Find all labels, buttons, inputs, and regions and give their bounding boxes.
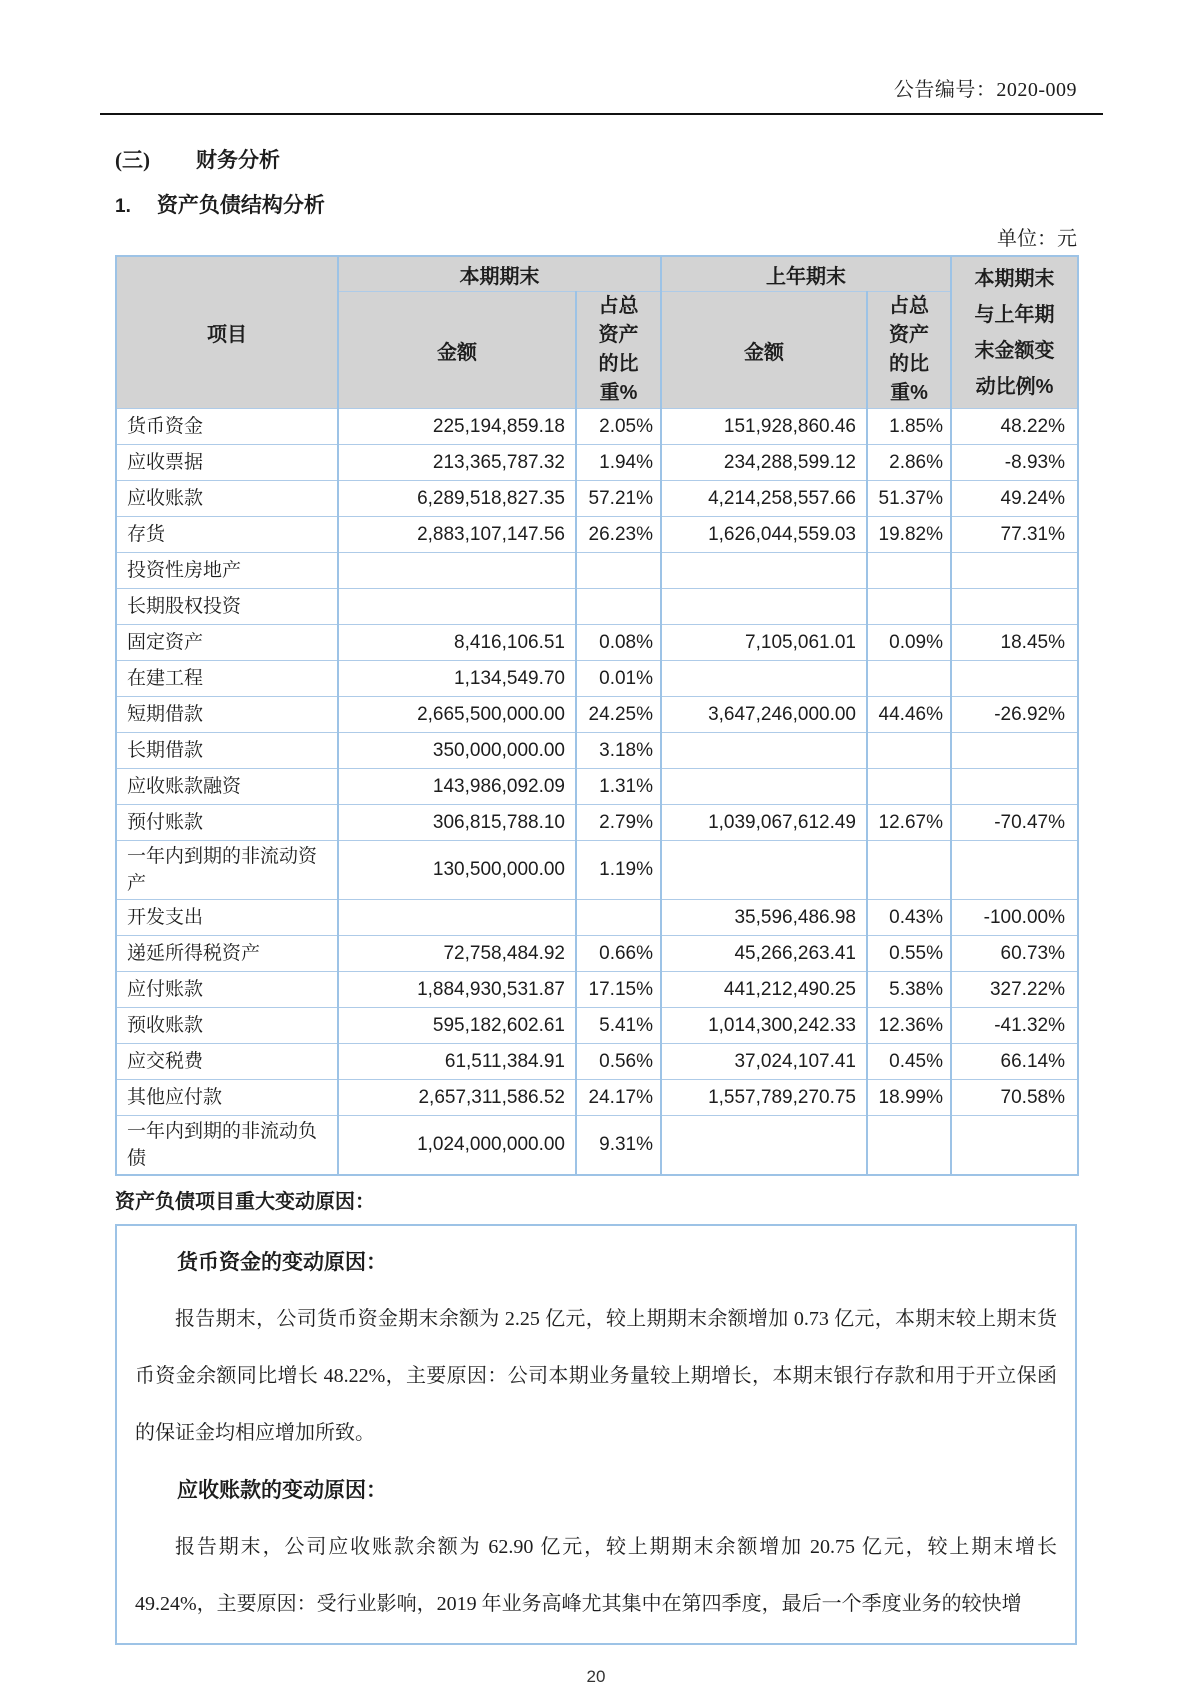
analysis-paragraph-cash: 报告期末，公司货币资金期末余额为 2.25 亿元，较上期期末余额增加 0.73 亿元，本期末较上期末货币资金余额同比增长 48.22%，主要原因：公司本期业务量较上期增长，本期末银行存款和用于开立保函的保证金均相应增加所致。 [135,1308,1057,1444]
cell-change-ratio: -100.00% [951,900,1078,936]
header-current-amount: 金额 [338,292,576,409]
cell-prior-amount [661,733,867,769]
cell-current-ratio: 57.21% [576,481,661,517]
cell-prior-ratio [867,589,951,625]
table-row [116,769,1078,805]
header-current-ratio [576,292,661,409]
cell-prior-ratio: 51.37% [867,481,951,517]
table-row [116,445,1078,481]
cell-prior-amount: 151,928,860.46 [661,409,867,445]
cell-prior-amount: 3,647,246,000.00 [661,697,867,733]
cell-change-ratio: 66.14% [951,1044,1078,1080]
cell-change-ratio: -26.92% [951,697,1078,733]
cell-current-ratio: 0.66% [576,936,661,972]
cell-prior-amount: 1,626,044,559.03 [661,517,867,553]
cell-change-ratio: 49.24% [951,481,1078,517]
section-part-label: (三) [115,148,150,172]
subsection-heading [115,192,1077,220]
table-row [116,972,1078,1008]
table-body [116,409,1078,1176]
cell-change-ratio [951,841,1078,900]
cell-current-amount [338,900,576,936]
cell-current-ratio [576,589,661,625]
table-row [116,661,1078,697]
cell-prior-amount [661,769,867,805]
cell-prior-amount: 7,105,061.01 [661,625,867,661]
table-row [116,481,1078,517]
cell-change-ratio [951,1116,1078,1176]
cell-change-ratio: 77.31% [951,517,1078,553]
cell-current-amount: 143,986,092.09 [338,769,576,805]
cell-item-name: 预付账款 [116,805,338,841]
cell-change-ratio [951,733,1078,769]
cell-change-ratio: 70.58% [951,1080,1078,1116]
header-change-ratio-text: 本期期末与上年期末金额变动比例% [974,267,1055,398]
cell-item-name: 预收账款 [116,1008,338,1044]
cell-current-amount: 61,511,384.91 [338,1044,576,1080]
subsection-number: 1. [115,196,131,217]
cell-prior-amount [661,841,867,900]
cell-current-amount: 1,884,930,531.87 [338,972,576,1008]
cell-current-ratio: 5.41% [576,1008,661,1044]
cell-current-ratio [576,553,661,589]
cell-current-ratio: 17.15% [576,972,661,1008]
unit-label: 单位：元 [997,228,1077,250]
cell-prior-ratio [867,841,951,900]
cell-current-amount: 2,657,311,586.52 [338,1080,576,1116]
cell-current-ratio: 3.18% [576,733,661,769]
cell-prior-amount: 1,557,789,270.75 [661,1080,867,1116]
notice-number: 公告编号：2020-009 [893,79,1077,101]
cell-item-name: 应交税费 [116,1044,338,1080]
cell-change-ratio [951,553,1078,589]
cell-current-amount: 1,024,000,000.00 [338,1116,576,1176]
cell-prior-ratio [867,769,951,805]
cell-item-name: 短期借款 [116,697,338,733]
cell-item-name: 固定资产 [116,625,338,661]
cell-prior-ratio: 0.09% [867,625,951,661]
cell-current-amount: 2,665,500,000.00 [338,697,576,733]
header-prior-amount: 金额 [661,292,867,409]
analysis-paragraph-receivables: 报告期末，公司应收账款余额为 62.90 亿元，较上期期末余额增加 20.75 亿元，较上期末增长 49.24%，主要原因：受行业影响，2019 年业务高峰尤其集中在第四季度，最后一个季度业务的较快增 [135,1536,1057,1615]
cell-prior-amount: 4,214,258,557.66 [661,481,867,517]
cell-item-name: 应收账款融资 [116,769,338,805]
cell-change-ratio: 327.22% [951,972,1078,1008]
cell-current-ratio: 2.79% [576,805,661,841]
analysis-box [115,1224,1077,1645]
table-row [116,625,1078,661]
cell-prior-ratio [867,661,951,697]
table-row [116,936,1078,972]
cell-current-amount: 306,815,788.10 [338,805,576,841]
cell-current-amount: 213,365,787.32 [338,445,576,481]
cell-item-name: 投资性房地产 [116,553,338,589]
table-row [116,900,1078,936]
table-row [116,1080,1078,1116]
table-row [116,589,1078,625]
cell-current-ratio: 2.05% [576,409,661,445]
cell-prior-ratio: 0.45% [867,1044,951,1080]
cell-prior-ratio: 44.46% [867,697,951,733]
cell-prior-amount [661,661,867,697]
cell-current-amount: 225,194,859.18 [338,409,576,445]
analysis-subheading-cash: 货币资金的变动原因： [177,1250,387,1274]
cell-prior-amount [661,1116,867,1176]
cell-prior-amount: 35,596,486.98 [661,900,867,936]
cell-current-ratio: 0.01% [576,661,661,697]
cell-prior-ratio [867,1116,951,1176]
cell-prior-amount [661,589,867,625]
cell-change-ratio: 60.73% [951,936,1078,972]
table-row [116,1116,1078,1176]
cell-prior-ratio: 12.36% [867,1008,951,1044]
cell-current-ratio [576,900,661,936]
table-row [116,733,1078,769]
table-row [116,553,1078,589]
analysis-heading: 资产负债项目重大变动原因： [115,1191,375,1213]
balance-sheet-table [115,255,1079,1176]
cell-item-name: 应收账款 [116,481,338,517]
cell-current-amount: 6,289,518,827.35 [338,481,576,517]
cell-change-ratio: -70.47% [951,805,1078,841]
table-row [116,841,1078,900]
cell-prior-amount: 234,288,599.12 [661,445,867,481]
section-heading [115,147,1077,173]
cell-current-ratio: 9.31% [576,1116,661,1176]
cell-prior-ratio: 12.67% [867,805,951,841]
cell-current-ratio: 24.17% [576,1080,661,1116]
page-number: 20 [586,1667,606,1686]
cell-prior-ratio: 0.55% [867,936,951,972]
cell-prior-amount [661,553,867,589]
table-row [116,409,1078,445]
cell-prior-ratio: 2.86% [867,445,951,481]
cell-current-ratio: 24.25% [576,697,661,733]
table-row [116,1008,1078,1044]
cell-change-ratio: -41.32% [951,1008,1078,1044]
cell-change-ratio [951,661,1078,697]
header-current-period: 本期期末 [338,256,661,292]
cell-item-name: 长期借款 [116,733,338,769]
cell-current-amount: 8,416,106.51 [338,625,576,661]
section-part-title: 财务分析 [196,148,280,172]
cell-current-amount: 72,758,484.92 [338,936,576,972]
cell-change-ratio: 18.45% [951,625,1078,661]
table-row [116,805,1078,841]
cell-change-ratio [951,589,1078,625]
cell-current-amount: 2,883,107,147.56 [338,517,576,553]
table-row [116,697,1078,733]
subsection-title: 资产负债结构分析 [156,193,325,217]
cell-item-name: 应付账款 [116,972,338,1008]
cell-prior-ratio: 0.43% [867,900,951,936]
cell-item-name: 存货 [116,517,338,553]
table-head-body [116,256,1078,409]
cell-prior-amount: 45,266,263.41 [661,936,867,972]
cell-current-amount: 1,134,549.70 [338,661,576,697]
cell-current-amount [338,589,576,625]
cell-item-name: 开发支出 [116,900,338,936]
cell-item-name: 其他应付款 [116,1080,338,1116]
header-current-ratio-text: 占总资产的比重% [598,295,639,404]
header-prior-ratio [867,292,951,409]
header-change-ratio [951,256,1078,409]
cell-item-name: 货币资金 [116,409,338,445]
table-row [116,1044,1078,1080]
cell-current-amount [338,553,576,589]
cell-prior-amount: 1,014,300,242.33 [661,1008,867,1044]
cell-current-ratio: 1.19% [576,841,661,900]
cell-item-name: 一年内到期的非流动负债 [116,1116,338,1176]
cell-change-ratio [951,769,1078,805]
cell-item-name: 一年内到期的非流动资产 [116,841,338,900]
analysis-subheading-receivables: 应收账款的变动原因： [177,1478,387,1502]
cell-current-ratio: 0.08% [576,625,661,661]
cell-item-name: 递延所得税资产 [116,936,338,972]
cell-item-name: 在建工程 [116,661,338,697]
header-rule [100,113,1103,115]
cell-item-name: 长期股权投资 [116,589,338,625]
header-prior-ratio-text: 占总资产的比重% [889,295,929,404]
cell-change-ratio: 48.22% [951,409,1078,445]
header-prior-period: 上年期末 [661,256,951,292]
cell-current-amount: 350,000,000.00 [338,733,576,769]
cell-prior-amount: 1,039,067,612.49 [661,805,867,841]
table-row [116,517,1078,553]
table-header-row-groups [116,256,1078,292]
cell-current-ratio: 1.94% [576,445,661,481]
cell-prior-amount: 441,212,490.25 [661,972,867,1008]
cell-prior-ratio: 5.38% [867,972,951,1008]
cell-prior-ratio [867,733,951,769]
cell-prior-ratio [867,553,951,589]
cell-prior-ratio: 1.85% [867,409,951,445]
cell-current-ratio: 0.56% [576,1044,661,1080]
cell-item-name: 应收票据 [116,445,338,481]
cell-current-amount: 595,182,602.61 [338,1008,576,1044]
cell-change-ratio: -8.93% [951,445,1078,481]
cell-prior-amount: 37,024,107.41 [661,1044,867,1080]
cell-current-ratio: 26.23% [576,517,661,553]
cell-prior-ratio: 18.99% [867,1080,951,1116]
cell-prior-ratio: 19.82% [867,517,951,553]
cell-current-amount: 130,500,000.00 [338,841,576,900]
cell-current-ratio: 1.31% [576,769,661,805]
header-item: 项目 [116,256,338,409]
